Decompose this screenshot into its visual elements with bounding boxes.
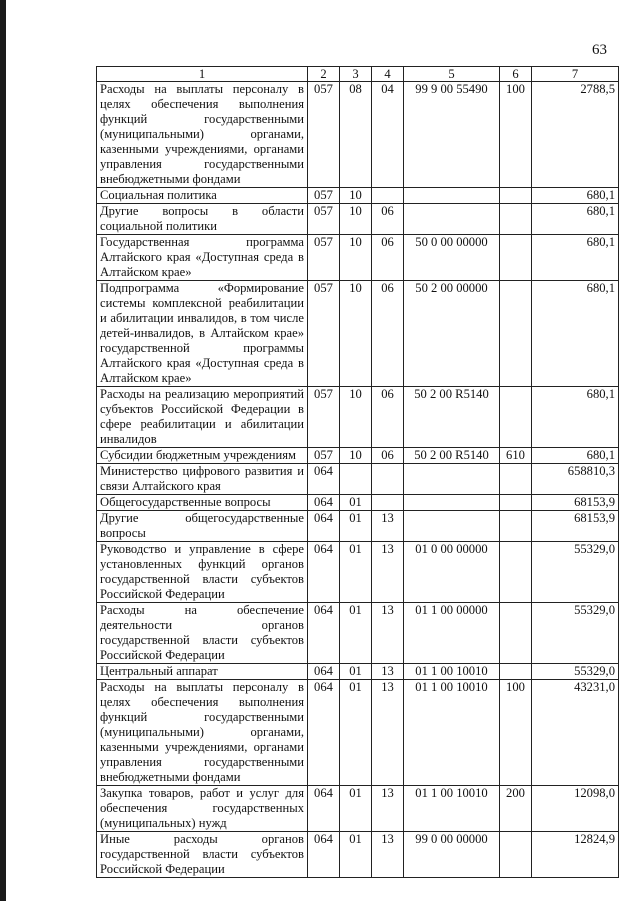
col-header-4: 4 <box>372 67 404 82</box>
row-csr <box>404 511 500 542</box>
col-header-6: 6 <box>500 67 532 82</box>
row-vr <box>500 495 532 511</box>
row-name: Другие вопросы в области социальной политики <box>97 204 308 235</box>
col-header-3: 3 <box>340 67 372 82</box>
row-vr <box>500 387 532 448</box>
row-csr <box>404 464 500 495</box>
row-sum: 680,1 <box>532 281 619 387</box>
page-number: 63 <box>592 42 607 58</box>
row-sum: 2788,5 <box>532 82 619 188</box>
row-csr: 01 0 00 00000 <box>404 542 500 603</box>
col-header-5: 5 <box>404 67 500 82</box>
row-pr: 13 <box>372 680 404 786</box>
row-csr <box>404 188 500 204</box>
row-csr: 01 1 00 10010 <box>404 786 500 832</box>
row-sum: 55329,0 <box>532 603 619 664</box>
row-vr <box>500 511 532 542</box>
row-pr: 06 <box>372 281 404 387</box>
table-row <box>97 82 619 188</box>
table-row <box>97 664 619 680</box>
row-ved: 057 <box>308 235 340 281</box>
row-csr <box>404 204 500 235</box>
row-pr: 13 <box>372 542 404 603</box>
row-vr <box>500 204 532 235</box>
row-rz: 10 <box>340 235 372 281</box>
row-pr: 06 <box>372 235 404 281</box>
row-csr: 50 0 00 00000 <box>404 235 500 281</box>
row-name: Государственная программа Алтайского края «Доступная среда в Алтайском крае» <box>97 235 308 281</box>
row-sum: 658810,3 <box>532 464 619 495</box>
row-pr: 13 <box>372 832 404 878</box>
table-row <box>97 786 619 832</box>
row-name: Закупка товаров, работ и услуг для обеспечения государственных (муниципальных) нужд <box>97 786 308 832</box>
row-ved: 064 <box>308 495 340 511</box>
row-name: Другие общегосударственные вопросы <box>97 511 308 542</box>
row-sum: 55329,0 <box>532 542 619 603</box>
row-name: Подпрограмма «Формирование системы комплексной реабилитации и абилитации инвалидов, в том числе детей-инвалидов, в Алтайском крае» государственной программы Алтайского края «Доступная среда в Алтайском крае» <box>97 281 308 387</box>
col-header-7: 7 <box>532 67 619 82</box>
row-name: Социальная политика <box>97 188 308 204</box>
row-csr: 99 0 00 00000 <box>404 832 500 878</box>
row-ved: 064 <box>308 542 340 603</box>
row-rz: 01 <box>340 603 372 664</box>
table-row <box>97 832 619 878</box>
row-csr: 01 1 00 10010 <box>404 664 500 680</box>
row-sum: 680,1 <box>532 448 619 464</box>
row-sum: 680,1 <box>532 188 619 204</box>
row-pr: 13 <box>372 786 404 832</box>
row-rz: 01 <box>340 511 372 542</box>
row-pr: 06 <box>372 387 404 448</box>
table-row <box>97 542 619 603</box>
header-row <box>97 67 619 82</box>
row-vr <box>500 603 532 664</box>
table-row <box>97 680 619 786</box>
row-vr <box>500 188 532 204</box>
row-pr <box>372 188 404 204</box>
row-vr: 610 <box>500 448 532 464</box>
row-csr: 50 2 00 00000 <box>404 281 500 387</box>
budget-table <box>96 66 619 878</box>
row-name: Иные расходы органов государственной власти субъектов Российской Федерации <box>97 832 308 878</box>
row-rz: 01 <box>340 542 372 603</box>
row-sum: 12824,9 <box>532 832 619 878</box>
row-pr: 06 <box>372 204 404 235</box>
row-ved: 057 <box>308 281 340 387</box>
row-sum: 680,1 <box>532 387 619 448</box>
row-rz: 01 <box>340 680 372 786</box>
row-rz: 01 <box>340 786 372 832</box>
row-name: Расходы на реализацию мероприятий субъектов Российской Федерации в сфере реабилитации и абилитации инвалидов <box>97 387 308 448</box>
row-rz: 10 <box>340 204 372 235</box>
row-sum: 68153,9 <box>532 511 619 542</box>
table-row <box>97 204 619 235</box>
row-csr: 99 9 00 55490 <box>404 82 500 188</box>
row-sum: 43231,0 <box>532 680 619 786</box>
row-ved: 057 <box>308 188 340 204</box>
row-rz: 10 <box>340 448 372 464</box>
row-ved: 057 <box>308 82 340 188</box>
table-row <box>97 495 619 511</box>
row-pr: 06 <box>372 448 404 464</box>
row-pr: 13 <box>372 511 404 542</box>
row-vr <box>500 832 532 878</box>
row-rz: 08 <box>340 82 372 188</box>
table-row <box>97 464 619 495</box>
table-row <box>97 188 619 204</box>
row-name: Центральный аппарат <box>97 664 308 680</box>
row-name: Руководство и управление в сфере установленных функций органов государственной власти субъектов Российской Федерации <box>97 542 308 603</box>
row-vr: 100 <box>500 82 532 188</box>
row-name: Субсидии бюджетным учреждениям <box>97 448 308 464</box>
table-row <box>97 387 619 448</box>
row-csr <box>404 495 500 511</box>
row-pr <box>372 464 404 495</box>
row-ved: 057 <box>308 448 340 464</box>
row-sum: 680,1 <box>532 235 619 281</box>
row-ved: 064 <box>308 664 340 680</box>
row-pr: 13 <box>372 603 404 664</box>
row-csr: 01 1 00 00000 <box>404 603 500 664</box>
row-rz: 10 <box>340 281 372 387</box>
row-ved: 057 <box>308 204 340 235</box>
table-row <box>97 603 619 664</box>
row-ved: 064 <box>308 680 340 786</box>
row-vr <box>500 664 532 680</box>
table-row <box>97 448 619 464</box>
row-ved: 064 <box>308 511 340 542</box>
row-sum: 680,1 <box>532 204 619 235</box>
row-rz: 01 <box>340 832 372 878</box>
row-ved: 057 <box>308 387 340 448</box>
row-ved: 064 <box>308 603 340 664</box>
row-rz: 01 <box>340 495 372 511</box>
row-csr: 50 2 00 R5140 <box>404 387 500 448</box>
row-vr: 200 <box>500 786 532 832</box>
table-row <box>97 281 619 387</box>
row-name: Расходы на обеспечение деятельности органов государственной власти субъектов Российской Федерации <box>97 603 308 664</box>
row-ved: 064 <box>308 832 340 878</box>
row-sum: 12098,0 <box>532 786 619 832</box>
row-ved: 064 <box>308 464 340 495</box>
row-rz: 01 <box>340 664 372 680</box>
row-vr <box>500 281 532 387</box>
row-vr <box>500 542 532 603</box>
row-name: Министерство цифрового развития и связи Алтайского края <box>97 464 308 495</box>
scan-edge <box>0 0 6 901</box>
row-name: Расходы на выплаты персоналу в целях обеспечения выполнения функций государственными (муниципальными) органами, казенными учреждениями, органами управления государственными внебюджетными фондами <box>97 82 308 188</box>
row-vr: 100 <box>500 680 532 786</box>
col-header-2: 2 <box>308 67 340 82</box>
row-rz <box>340 464 372 495</box>
row-rz: 10 <box>340 387 372 448</box>
row-name: Расходы на выплаты персоналу в целях обеспечения выполнения функций государственными (муниципальными) органами, казенными учреждениями, органами управления государственными внебюджетными фондами <box>97 680 308 786</box>
row-csr: 50 2 00 R5140 <box>404 448 500 464</box>
row-vr <box>500 235 532 281</box>
table-row <box>97 511 619 542</box>
row-rz: 10 <box>340 188 372 204</box>
row-sum: 55329,0 <box>532 664 619 680</box>
row-pr: 04 <box>372 82 404 188</box>
row-pr: 13 <box>372 664 404 680</box>
row-name: Общегосударственные вопросы <box>97 495 308 511</box>
row-ved: 064 <box>308 786 340 832</box>
table-row <box>97 235 619 281</box>
col-header-1: 1 <box>97 67 308 82</box>
row-sum: 68153,9 <box>532 495 619 511</box>
row-pr <box>372 495 404 511</box>
row-csr: 01 1 00 10010 <box>404 680 500 786</box>
row-vr <box>500 464 532 495</box>
